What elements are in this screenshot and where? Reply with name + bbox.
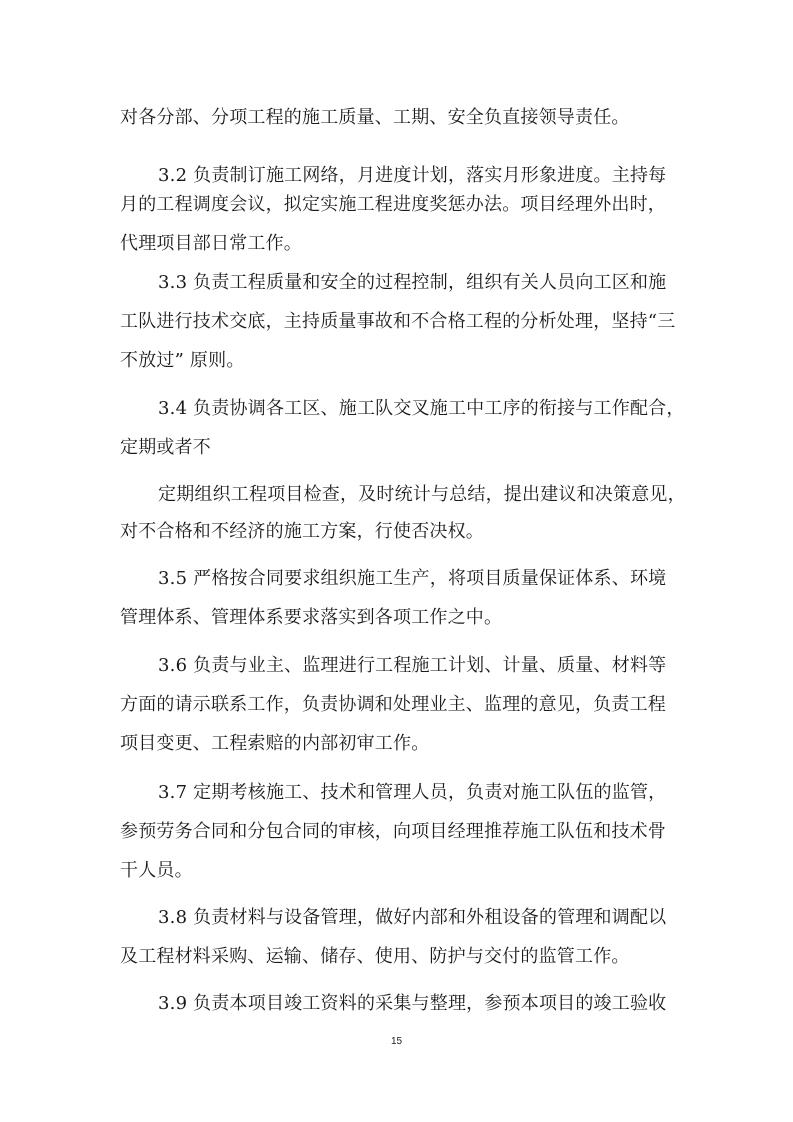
text-line: 工队进行技术交底，主持质量事故和不合格工程的分析处理，坚持“三 bbox=[120, 311, 676, 332]
text-line: 项目变更、工程索赔的内部初审工作。 bbox=[120, 733, 430, 754]
text-line: 参预劳务合同和分包合同的审核，向项目经理推荐施工队伍和技术骨 bbox=[120, 821, 666, 842]
text-line: 对不合格和不经济的施工方案，行使否决权。 bbox=[120, 521, 484, 542]
text-line: 3.9 负责本项目竣工资料的采集与整理，参预本项目的竣工验收 bbox=[158, 993, 667, 1014]
text-line: 方面的请示联系工作，负责协调和处理业主、监理的意见，负责工程 bbox=[120, 694, 666, 715]
page-number: 15 bbox=[390, 1036, 403, 1047]
text-line: 3.6 负责与业主、监理进行工程施工计划、计量、质量、材料等 bbox=[158, 655, 667, 676]
text-line: 代理项目部日常工作。 bbox=[120, 233, 302, 254]
text-line: 3.3 负责工程质量和安全的过程控制，组织有关人员向工区和施 bbox=[158, 272, 667, 293]
text-line: 管理体系、管理体系要求落实到各项工作之中。 bbox=[120, 607, 503, 628]
text-line: 及工程材料采购、运输、储存、使用、防护与交付的监管工作。 bbox=[120, 946, 630, 967]
text-line: 3.2 负责制订施工网络，月进度计划，落实月形象进度。主持每 bbox=[158, 165, 667, 186]
text-line: 不放过” 原则。 bbox=[120, 350, 245, 371]
text-line: 3.8 负责材料与设备管理，做好内部和外租设备的管理和调配以 bbox=[158, 907, 667, 928]
text-line: 3.7 定期考核施工、技术和管理人员，负责对施工队伍的监管， bbox=[158, 782, 667, 803]
text-line: 3.5 严格按合同要求组织施工生产，将项目质量保证体系、环境 bbox=[158, 568, 667, 589]
text-line: 对各分部、分项工程的施工质量、工期、安全负直接领导责任。 bbox=[120, 107, 630, 128]
text-line: 定期组织工程项目检查，及时统计与总结，提出建议和决策意见， bbox=[158, 484, 686, 505]
text-line: 干人员。 bbox=[120, 860, 193, 881]
text-line: 定期或者不 bbox=[120, 437, 211, 458]
text-line: 3.4 负责协调各工区、施工队交叉施工中工序的衔接与工作配合， bbox=[158, 398, 685, 419]
text-line: 月的工程调度会议，拟定实施工程进度奖惩办法。项目经理外出时， bbox=[120, 194, 666, 215]
